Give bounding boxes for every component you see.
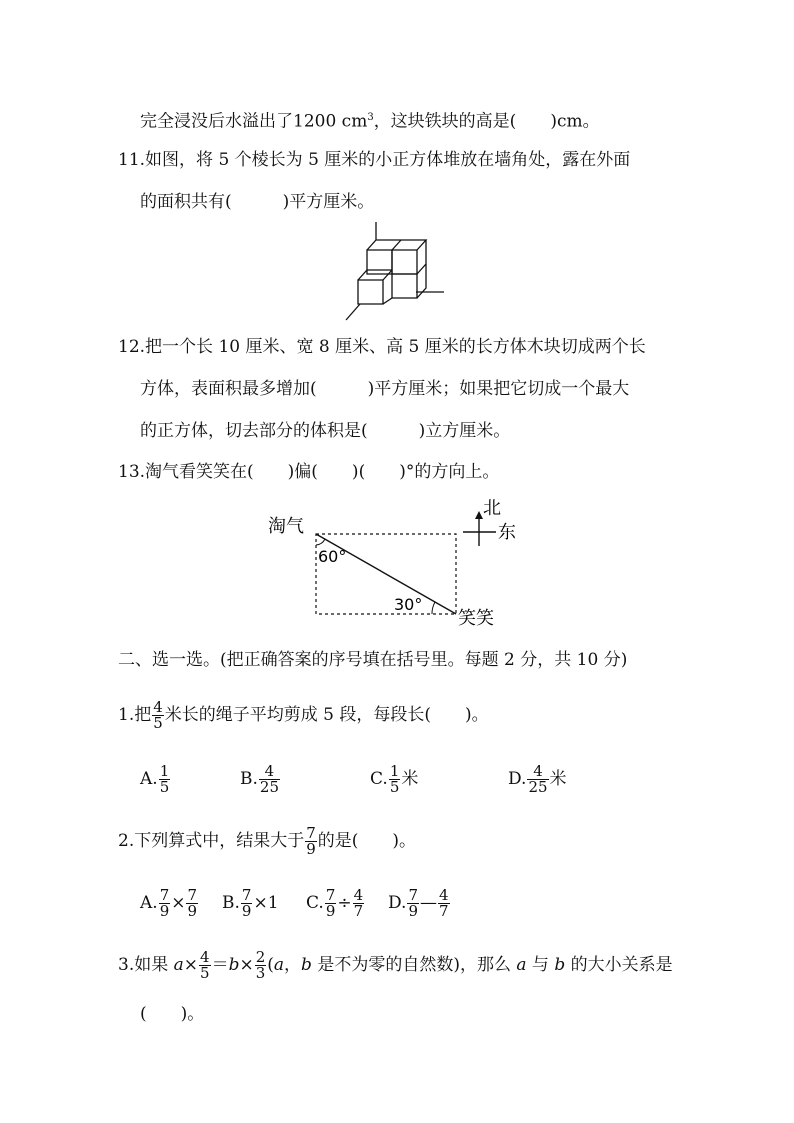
label-east: 东 <box>498 522 516 543</box>
direction-diagram <box>260 492 516 632</box>
mc1-option-d[interactable]: D. $\frac{4}{25}$ 米 <box>508 762 567 796</box>
cube-stack-figure <box>340 218 450 324</box>
q13-line: 13.淘气看笑笑在( )偏( )( )°的方向上。 <box>118 462 500 482</box>
label-taoqi: 淘气 <box>268 516 304 537</box>
angle-arc-60 <box>316 539 325 545</box>
q11-line1: 11.如图，将 5 个棱长为 5 厘米的小正方体堆放在墙角处，露在外面 <box>118 150 631 170</box>
q11-line2: 的面积共有( )平方厘米。 <box>140 192 375 212</box>
mc1-option-c[interactable]: C. $\frac{1}{5}$ 米 <box>370 762 419 796</box>
mc2-option-d[interactable]: D. $\frac{7}{9}$ — $\frac{4}{7}$ <box>388 886 449 920</box>
mc1-option-b[interactable]: B. $\frac{4}{25}$ <box>240 762 279 796</box>
fraction: $\frac{7}{9}$ <box>306 824 316 858</box>
mc3-question: 3.如果 a× $\frac{4}{5}$ ＝b× $\frac{2}{3}$ (a，b 是不为零的自然数)，那么 a 与 b 的大小关系是 <box>118 948 673 982</box>
mc1-option-a[interactable]: A. $\frac{1}{5}$ <box>140 762 170 796</box>
q12-line1: 12.把一个长 10 厘米、宽 8 厘米、高 5 厘米的长方体木块切成两个长 <box>118 337 646 357</box>
mc2-option-a[interactable]: A. $\frac{7}{9}$ × $\frac{7}{9}$ <box>140 886 198 920</box>
q12-line2: 方体，表面积最多增加( )平方厘米；如果把它切成一个最大 <box>140 379 630 399</box>
fraction: $\frac{4}{5}$ <box>153 698 163 732</box>
section2-title: 二、选一选。(把正确答案的序号填在括号里。每题 2 分，共 10 分) <box>118 650 628 670</box>
mc1-question: 1.把 $\frac{4}{5}$ 米长的绳子平均剪成 5 段，每段长( )。 <box>118 698 489 732</box>
label-north: 北 <box>483 498 501 519</box>
mc2-option-c[interactable]: C. $\frac{7}{9}$ ÷ $\frac{4}{7}$ <box>306 886 364 920</box>
q12-line3: 的正方体，切去部分的体积是( )立方厘米。 <box>140 421 511 441</box>
q10-line: 完全浸没后水溢出了1200 $cm^3$，这块铁块的高是( )cm。 <box>140 111 600 132</box>
label-angle-60: 60° <box>318 547 347 566</box>
mc2-option-b[interactable]: B. $\frac{7}{9}$ ×1 <box>222 886 279 920</box>
label-xiaoxiao: 笑笑 <box>458 608 494 629</box>
label-angle-30: 30° <box>394 595 423 614</box>
mc2-question: 2.下列算式中，结果大于 $\frac{7}{9}$ 的是( )。 <box>118 824 417 858</box>
mc3-line2: ( )。 <box>140 1004 205 1024</box>
angle-arc-30 <box>432 602 435 614</box>
